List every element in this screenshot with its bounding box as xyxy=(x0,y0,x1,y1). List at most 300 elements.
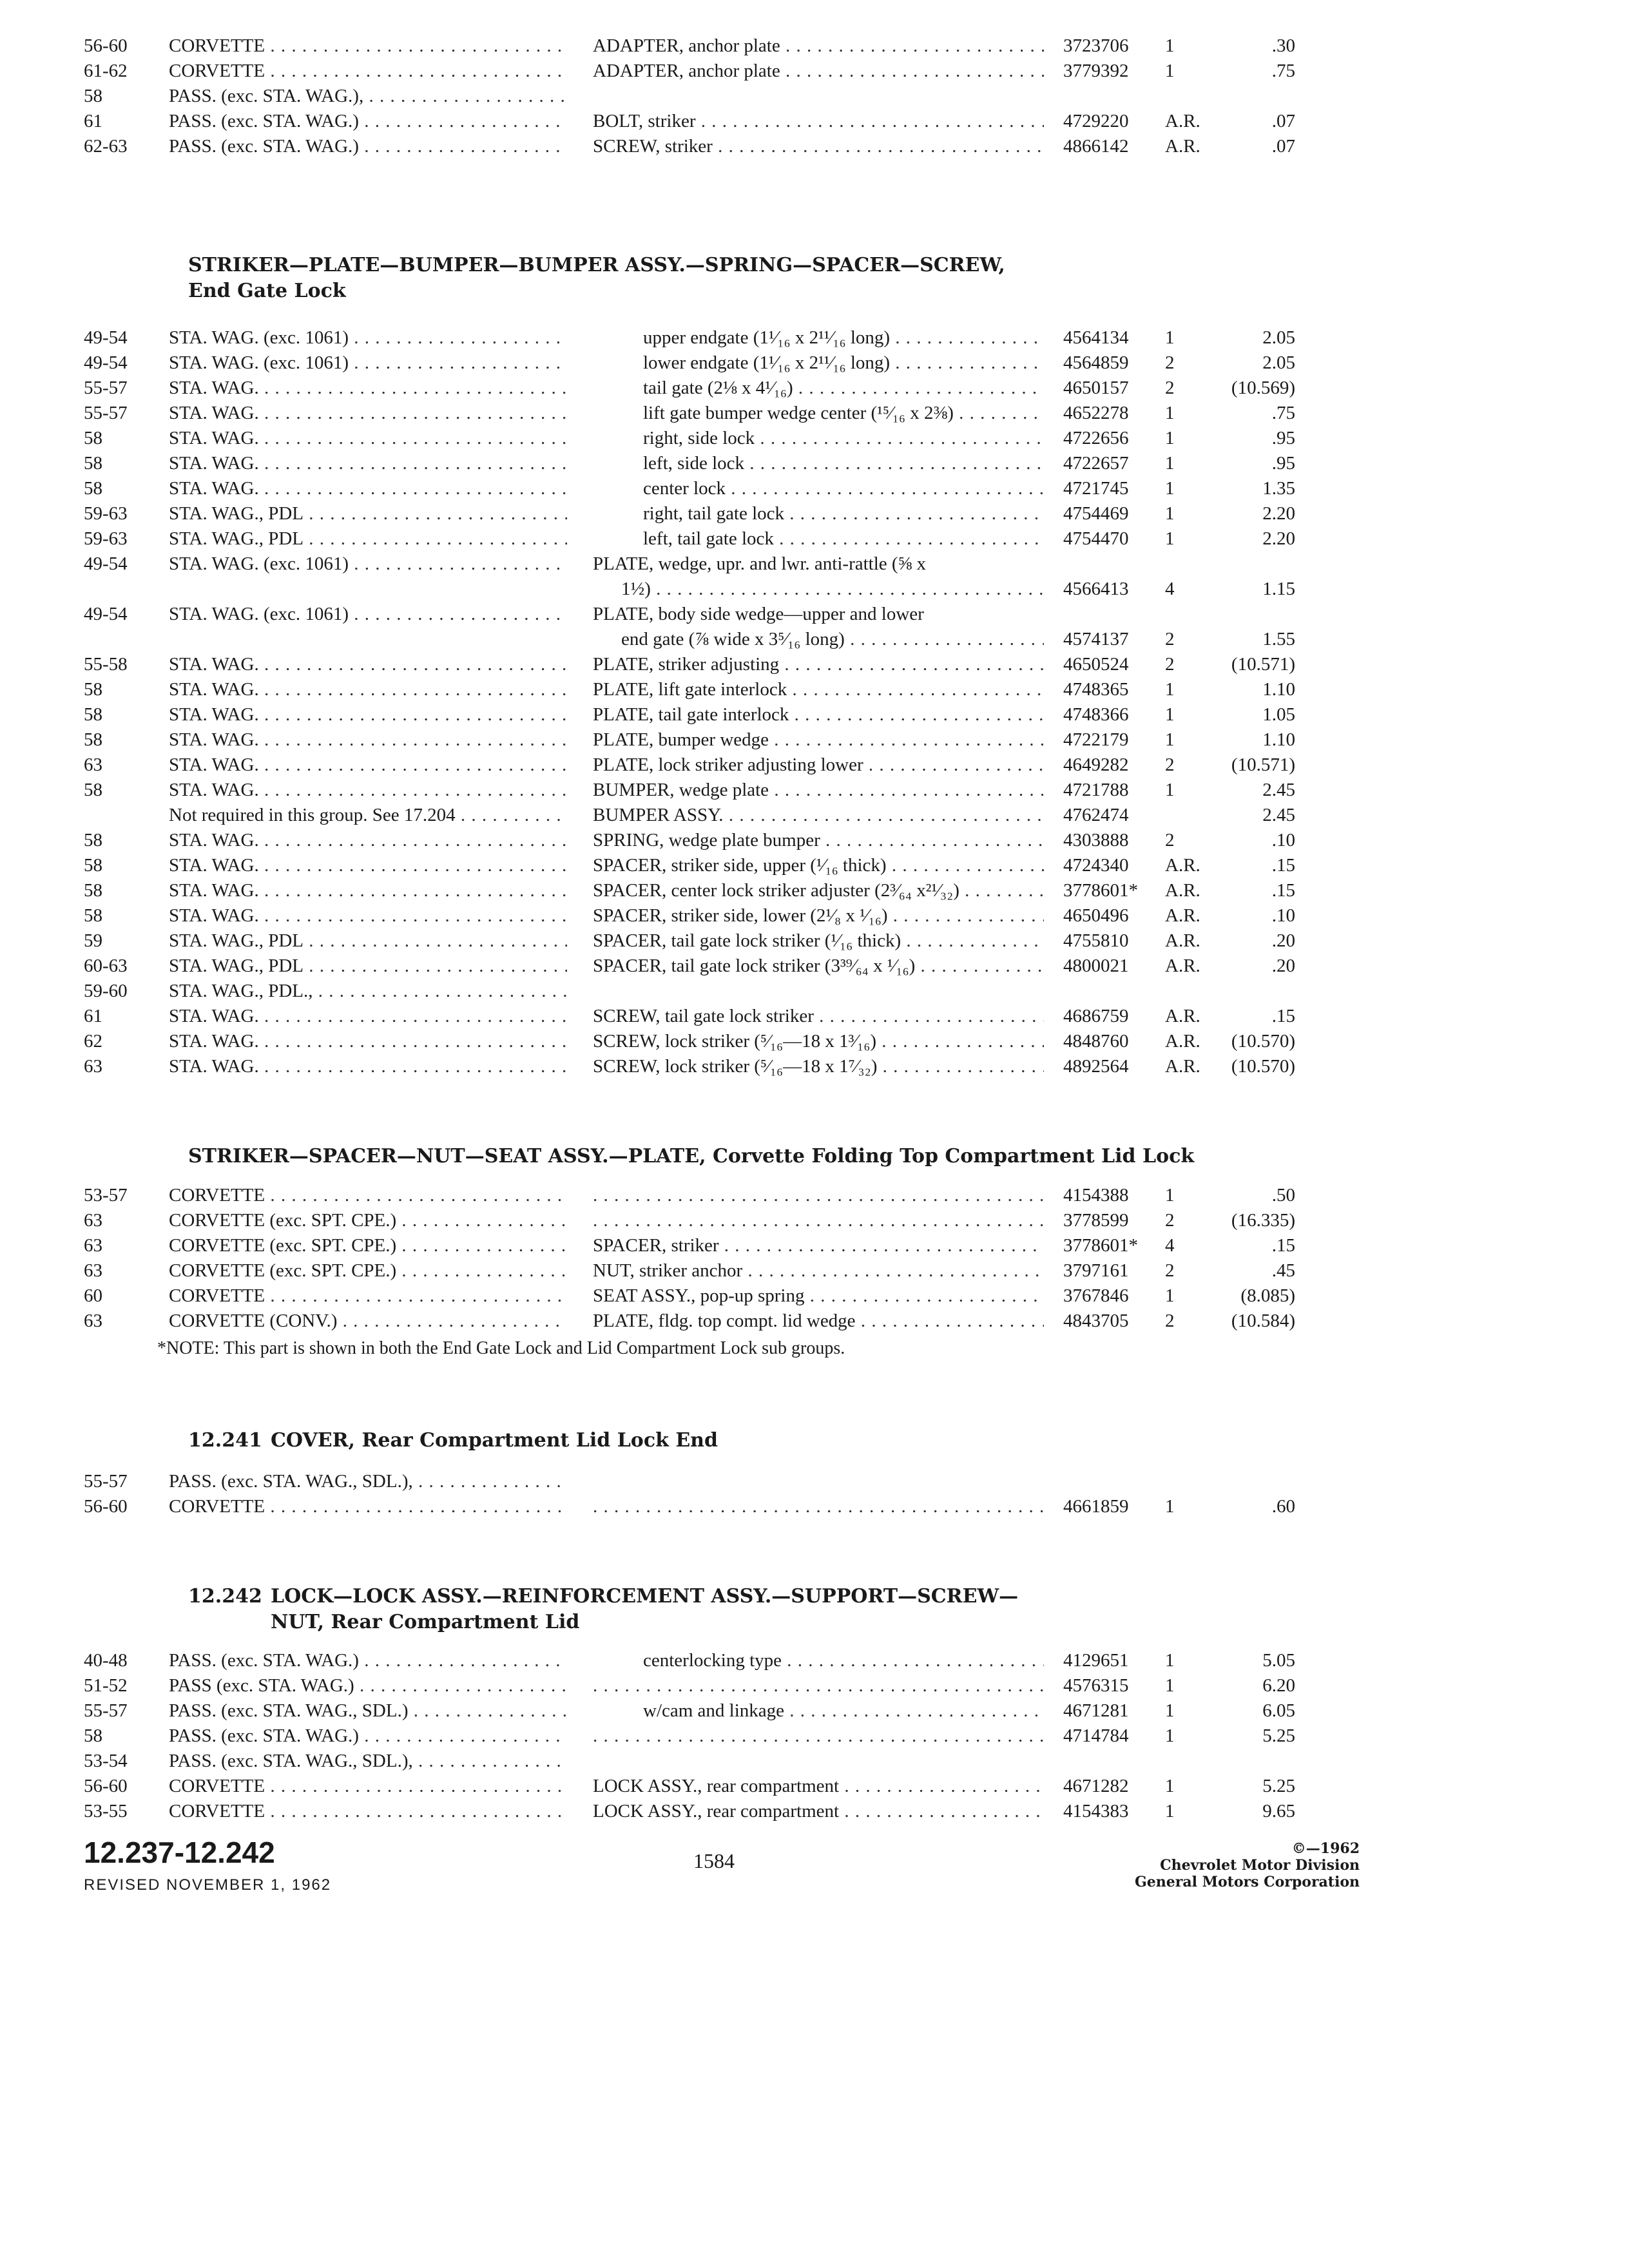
model-text: STA. WAG. (exc. 1061) . . . xyxy=(169,553,567,574)
model-text: CORVETTE . . . xyxy=(169,1801,567,1821)
year-range: 56-60 xyxy=(84,1776,128,1796)
table-row xyxy=(0,727,1629,753)
description-cell xyxy=(643,325,1044,351)
model-text: STA. WAG. . . . xyxy=(169,880,567,901)
model-cell xyxy=(169,1029,567,1054)
model-cell xyxy=(169,401,567,426)
quantity: 2 xyxy=(1165,352,1175,373)
description-text: PLATE, lift gate interlock . . . xyxy=(593,679,1044,700)
part-number: 4129651 xyxy=(1063,1650,1129,1671)
model-text: STA. WAG., PDL., . . . xyxy=(169,981,567,1001)
copyright: ©—1962 xyxy=(1291,1840,1360,1857)
description-cell xyxy=(593,34,1044,59)
price: 2.45 xyxy=(1262,780,1295,800)
quantity: 2 xyxy=(1165,629,1175,649)
model-cell xyxy=(169,34,567,59)
quantity: 2 xyxy=(1165,378,1175,398)
corvette-lid-heading xyxy=(188,1144,1348,1169)
section-number: 12.242 xyxy=(188,1585,262,1608)
lock-heading xyxy=(188,1584,1348,1635)
model-text: PASS. (exc. STA. WAG.) . . . xyxy=(169,111,567,131)
model-cell xyxy=(169,652,567,677)
price: .20 xyxy=(1271,956,1295,976)
price: .20 xyxy=(1271,930,1295,951)
description-text: BUMPER, wedge plate . . . xyxy=(593,780,1044,800)
year-range: 58 xyxy=(84,478,102,499)
description-text: PLATE, fldg. top compt. lid wedge . . . xyxy=(593,1311,1044,1331)
description-text: SPACER, striker side, upper (¹⁄₁₆ thick) . . . xyxy=(593,855,1044,876)
description-cell xyxy=(643,1648,1044,1673)
quantity: 1 xyxy=(1165,729,1175,750)
model-cell xyxy=(169,1283,567,1309)
year-range: 59-63 xyxy=(84,528,128,549)
model-cell xyxy=(169,853,567,878)
price: (16.335) xyxy=(1231,1210,1295,1231)
description-cell xyxy=(643,476,1044,501)
end-gate-heading-line1: STRIKER—PLATE—BUMPER—BUMPER ASSY.—SPRING—SPACER—SCREW, xyxy=(188,254,1005,276)
part-number: 4649282 xyxy=(1063,754,1129,775)
model-text: STA. WAG. . . . xyxy=(169,1006,567,1026)
year-range: 63 xyxy=(84,1235,102,1256)
description-text: PLATE, bumper wedge . . . xyxy=(593,729,1044,750)
model-cell xyxy=(169,451,567,476)
model-text: PASS. (exc. STA. WAG., SDL.) . . . xyxy=(169,1700,567,1721)
model-text: PASS (exc. STA. WAG.) . . . xyxy=(169,1675,567,1696)
description-text: SPACER, center lock striker adjuster (2³⁄₆₄ x²¹⁄₃₂) . . . xyxy=(593,880,1044,901)
description-cell xyxy=(593,1799,1044,1824)
model-text: CORVETTE . . . xyxy=(169,35,567,56)
part-number: 4650496 xyxy=(1063,905,1129,926)
quantity: A.R. xyxy=(1165,1006,1200,1026)
end-gate-heading-line2: End Gate Lock xyxy=(188,280,346,302)
table-row xyxy=(0,451,1629,476)
year-range: 60-63 xyxy=(84,956,128,976)
price: (8.085) xyxy=(1240,1285,1295,1306)
quantity: 1 xyxy=(1165,403,1175,423)
price: 1.10 xyxy=(1262,729,1295,750)
table-row xyxy=(0,677,1629,702)
description-text: BUMPER ASSY. . . . xyxy=(593,805,1044,825)
table-row xyxy=(0,59,1629,84)
part-number: 4866142 xyxy=(1063,136,1129,157)
model-text: STA. WAG. . . . xyxy=(169,855,567,876)
quantity: 2 xyxy=(1165,654,1175,675)
price: .95 xyxy=(1271,453,1295,474)
model-text: STA. WAG. . . . xyxy=(169,1056,567,1077)
table-row xyxy=(0,1698,1629,1724)
model-cell xyxy=(169,1469,567,1494)
description-line2-text: end gate (⅞ wide x 3⁵⁄₁₆ long) . . . xyxy=(621,629,1044,649)
model-text: STA. WAG. . . . xyxy=(169,704,567,725)
price: 2.20 xyxy=(1262,528,1295,549)
model-cell xyxy=(169,828,567,853)
price: .45 xyxy=(1271,1260,1295,1281)
year-range: 58 xyxy=(84,855,102,876)
description-cell xyxy=(593,903,1044,928)
model-cell xyxy=(169,1648,567,1673)
model-text: STA. WAG. . . . xyxy=(169,830,567,850)
publisher-block xyxy=(1095,1840,1360,1890)
quantity: 1 xyxy=(1165,61,1175,81)
quantity: 1 xyxy=(1165,503,1175,524)
description-text xyxy=(593,1675,1044,1696)
table-row xyxy=(0,602,1629,652)
year-range: 63 xyxy=(84,1260,102,1281)
year-range: 58 xyxy=(84,729,102,750)
year-range: 49-54 xyxy=(84,327,128,348)
price: 5.25 xyxy=(1262,1725,1295,1746)
description-cell xyxy=(593,1494,1044,1519)
model-cell xyxy=(169,376,567,401)
model-text: CORVETTE (exc. SPT. CPE.) . . . xyxy=(169,1210,567,1231)
table-row xyxy=(0,501,1629,526)
model-text: STA. WAG., PDL . . . xyxy=(169,930,567,951)
quantity: A.R. xyxy=(1165,930,1200,951)
model-cell xyxy=(169,702,567,727)
description-line2-text: 1½) . . . xyxy=(621,579,1044,599)
description-cell xyxy=(643,501,1044,526)
description-text: SCREW, striker . . . xyxy=(593,136,1044,157)
price: 6.20 xyxy=(1262,1675,1295,1696)
price: .15 xyxy=(1271,855,1295,876)
part-number: 3779392 xyxy=(1063,61,1129,81)
model-cell xyxy=(169,602,567,627)
table-row xyxy=(0,853,1629,878)
description-text: left, tail gate lock . . . xyxy=(643,528,1044,549)
description-cell xyxy=(593,1283,1044,1309)
year-range: 59 xyxy=(84,930,102,951)
part-number: 3723706 xyxy=(1063,35,1129,56)
table-row xyxy=(0,1054,1629,1079)
description-text: right, tail gate lock . . . xyxy=(643,503,1044,524)
quantity: 2 xyxy=(1165,1210,1175,1231)
quantity: 1 xyxy=(1165,1700,1175,1721)
model-cell xyxy=(169,1233,567,1258)
price: .75 xyxy=(1271,403,1295,423)
quantity: 1 xyxy=(1165,428,1175,448)
part-number: 4722179 xyxy=(1063,729,1129,750)
quantity: 1 xyxy=(1165,1725,1175,1746)
table-row xyxy=(0,1673,1629,1698)
quantity: A.R. xyxy=(1165,956,1200,976)
model-text: STA. WAG. . . . xyxy=(169,403,567,423)
part-number: 4721745 xyxy=(1063,478,1129,499)
table-row xyxy=(0,84,1629,109)
description-cell xyxy=(593,878,1044,903)
description-text: SPACER, tail gate lock striker (¹⁄₁₆ thick) . . . xyxy=(593,930,1044,951)
year-range: 55-57 xyxy=(84,1471,128,1492)
section-range: 12.237-12.242 xyxy=(84,1836,275,1869)
part-number: 4576315 xyxy=(1063,1675,1129,1696)
year-range: 61-62 xyxy=(84,61,128,81)
end-gate-heading xyxy=(188,253,1348,304)
model-cell xyxy=(169,903,567,928)
model-cell xyxy=(169,109,567,134)
model-text: STA. WAG. . . . xyxy=(169,754,567,775)
part-number: 4892564 xyxy=(1063,1056,1129,1077)
price: .95 xyxy=(1271,428,1295,448)
section-number: 12.241 xyxy=(188,1429,262,1452)
model-text: STA. WAG. . . . xyxy=(169,780,567,800)
price: .10 xyxy=(1271,905,1295,926)
model-text: STA. WAG. . . . xyxy=(169,905,567,926)
description-text: centerlocking type . . . xyxy=(643,1650,1044,1671)
table-row xyxy=(0,803,1629,828)
description-cell xyxy=(593,828,1044,853)
price: 1.15 xyxy=(1262,579,1295,599)
price: .60 xyxy=(1271,1496,1295,1517)
description-cell xyxy=(593,1673,1044,1698)
year-range: 58 xyxy=(84,679,102,700)
model-text: CORVETTE . . . xyxy=(169,1496,567,1517)
model-text: CORVETTE . . . xyxy=(169,1185,567,1206)
year-range: 53-54 xyxy=(84,1751,128,1771)
price: 2.45 xyxy=(1262,805,1295,825)
table-row xyxy=(0,1233,1629,1258)
quantity: 1 xyxy=(1165,1285,1175,1306)
description-text: PLATE, lock striker adjusting lower . . . xyxy=(593,754,1044,775)
model-cell xyxy=(169,727,567,753)
price: 6.05 xyxy=(1262,1700,1295,1721)
table-row xyxy=(0,1774,1629,1799)
model-cell xyxy=(169,1673,567,1698)
year-range: 58 xyxy=(84,453,102,474)
year-range: 55-57 xyxy=(84,1700,128,1721)
part-number: 4154383 xyxy=(1063,1801,1129,1821)
year-range: 60 xyxy=(84,1285,102,1306)
year-range: 49-54 xyxy=(84,352,128,373)
description-cell xyxy=(643,1698,1044,1724)
table-row xyxy=(0,753,1629,778)
year-range: 40-48 xyxy=(84,1650,128,1671)
model-text: STA. WAG., PDL . . . xyxy=(169,956,567,976)
model-text: CORVETTE (exc. SPT. CPE.) . . . xyxy=(169,1260,567,1281)
table-row xyxy=(0,426,1629,451)
description-text: LOCK ASSY., rear compartment . . . xyxy=(593,1776,1044,1796)
model-cell xyxy=(169,1494,567,1519)
price: 2.20 xyxy=(1262,503,1295,524)
description-text: SCREW, tail gate lock striker . . . xyxy=(593,1006,1044,1026)
model-text: STA. WAG. . . . xyxy=(169,729,567,750)
model-cell xyxy=(169,1698,567,1724)
price: 1.10 xyxy=(1262,679,1295,700)
part-number: 4722657 xyxy=(1063,453,1129,474)
year-range: 61 xyxy=(84,111,102,131)
table-row xyxy=(0,652,1629,677)
description-line1: PLATE, body side wedge—upper and lower xyxy=(593,604,924,624)
description-cell xyxy=(593,803,1044,828)
year-range: 59-63 xyxy=(84,503,128,524)
table-row xyxy=(0,1258,1629,1283)
description-line2 xyxy=(593,577,1044,602)
table-row xyxy=(0,401,1629,426)
model-text: STA. WAG. . . . xyxy=(169,453,567,474)
price: 2.05 xyxy=(1262,352,1295,373)
quantity: 1 xyxy=(1165,528,1175,549)
description-text xyxy=(593,1210,1044,1231)
model-text: PASS. (exc. STA. WAG.) . . . xyxy=(169,136,567,157)
description-text: ADAPTER, anchor plate . . . xyxy=(593,35,1044,56)
model-text: CORVETTE . . . xyxy=(169,1285,567,1306)
year-range: 63 xyxy=(84,1056,102,1077)
description-text: LOCK ASSY., rear compartment . . . xyxy=(593,1801,1044,1821)
end-gate-table xyxy=(0,325,1629,1079)
model-cell xyxy=(169,778,567,803)
revision-date: REVISED NOVEMBER 1, 1962 xyxy=(84,1876,332,1894)
quantity: 2 xyxy=(1165,1311,1175,1331)
model-cell xyxy=(169,351,567,376)
description-cell xyxy=(593,602,1044,652)
model-text: Not required in this group. See 17.204 . . . xyxy=(169,805,567,825)
model-cell xyxy=(169,1774,567,1799)
description-text: PLATE, tail gate interlock . . . xyxy=(593,704,1044,725)
model-cell xyxy=(169,1258,567,1283)
year-range: 56-60 xyxy=(84,35,128,56)
description-text: BOLT, striker . . . xyxy=(593,111,1044,131)
striker-top-table xyxy=(0,34,1629,159)
description-cell xyxy=(593,1004,1044,1029)
quantity: 1 xyxy=(1165,1776,1175,1796)
description-cell xyxy=(643,526,1044,552)
model-cell xyxy=(169,753,567,778)
description-cell xyxy=(643,451,1044,476)
table-row xyxy=(0,1494,1629,1519)
model-cell xyxy=(169,1799,567,1824)
part-number: 4754470 xyxy=(1063,528,1129,549)
description-text: lift gate bumper wedge center (¹⁵⁄₁₆ x 2⅜) . . . xyxy=(643,403,1044,423)
description-text xyxy=(593,1725,1044,1746)
model-text: PASS. (exc. STA. WAG.) . . . xyxy=(169,1725,567,1746)
quantity: A.R. xyxy=(1165,1031,1200,1052)
part-number: 4754469 xyxy=(1063,503,1129,524)
model-cell xyxy=(169,1004,567,1029)
part-number: 4755810 xyxy=(1063,930,1129,951)
year-range: 56-60 xyxy=(84,1496,128,1517)
part-number: 4729220 xyxy=(1063,111,1129,131)
description-line2 xyxy=(593,627,1044,652)
table-row xyxy=(0,828,1629,853)
model-text: STA. WAG. (exc. 1061) . . . xyxy=(169,327,567,348)
quantity: A.R. xyxy=(1165,880,1200,901)
model-cell xyxy=(169,677,567,702)
description-text: SCREW, lock striker (⁵⁄₁₆—18 x 1⁷⁄₃₂) . . . xyxy=(593,1056,1044,1077)
price: .30 xyxy=(1271,35,1295,56)
page-number: 1584 xyxy=(693,1849,735,1872)
model-cell xyxy=(169,501,567,526)
part-number: 4714784 xyxy=(1063,1725,1129,1746)
model-cell xyxy=(169,979,567,1004)
description-text: SPACER, striker side, lower (2¹⁄₈ x ¹⁄₁₆) . . . xyxy=(593,905,1044,926)
model-text: STA. WAG. . . . xyxy=(169,679,567,700)
price: .15 xyxy=(1271,880,1295,901)
year-range: 58 xyxy=(84,704,102,725)
quantity: A.R. xyxy=(1165,111,1200,131)
description-cell xyxy=(593,753,1044,778)
description-cell xyxy=(643,426,1044,451)
quantity: 1 xyxy=(1165,1650,1175,1671)
description-cell xyxy=(593,1233,1044,1258)
description-cell xyxy=(593,1724,1044,1749)
model-cell xyxy=(169,134,567,159)
price: (10.571) xyxy=(1231,754,1295,775)
price: (10.584) xyxy=(1231,1311,1295,1331)
year-range: 63 xyxy=(84,754,102,775)
year-range: 49-54 xyxy=(84,604,128,624)
model-text: STA. WAG., PDL . . . xyxy=(169,503,567,524)
year-range: 62 xyxy=(84,1031,102,1052)
table-row xyxy=(0,1648,1629,1673)
table-row xyxy=(0,376,1629,401)
description-cell xyxy=(593,109,1044,134)
description-cell xyxy=(593,727,1044,753)
model-text: PASS. (exc. STA. WAG.) . . . xyxy=(169,1650,567,1671)
quantity: A.R. xyxy=(1165,1056,1200,1077)
description-cell xyxy=(593,1029,1044,1054)
part-number: 4762474 xyxy=(1063,805,1129,825)
year-range: 53-55 xyxy=(84,1801,128,1821)
part-number: 4848760 xyxy=(1063,1031,1129,1052)
part-number: 4686759 xyxy=(1063,1006,1129,1026)
part-number: 4566413 xyxy=(1063,579,1129,599)
description-text: w/cam and linkage . . . xyxy=(643,1700,1044,1721)
lock-heading-line2: NUT, Rear Compartment Lid xyxy=(271,1611,580,1633)
year-range: 59-60 xyxy=(84,981,128,1001)
price: 1.35 xyxy=(1262,478,1295,499)
price: .07 xyxy=(1271,111,1295,131)
model-cell xyxy=(169,1724,567,1749)
model-text: PASS. (exc. STA. WAG., SDL.), . . . xyxy=(169,1751,567,1771)
year-range: 62-63 xyxy=(84,136,128,157)
description-cell xyxy=(593,1258,1044,1283)
table-row xyxy=(0,476,1629,501)
model-cell xyxy=(169,476,567,501)
table-row xyxy=(0,552,1629,602)
quantity: 1 xyxy=(1165,1496,1175,1517)
model-cell xyxy=(169,1309,567,1334)
price: .75 xyxy=(1271,61,1295,81)
quantity: 1 xyxy=(1165,704,1175,725)
quantity: 2 xyxy=(1165,754,1175,775)
description-text: ADAPTER, anchor plate . . . xyxy=(593,61,1044,81)
quantity: 1 xyxy=(1165,478,1175,499)
description-text: right, side lock . . . xyxy=(643,428,1044,448)
model-cell xyxy=(169,803,567,828)
table-row xyxy=(0,1208,1629,1233)
model-text: STA. WAG. . . . xyxy=(169,1031,567,1052)
description-cell xyxy=(593,134,1044,159)
description-cell xyxy=(643,376,1044,401)
shared-part-note: *NOTE: This part is shown in both the End Gate Lock and Lid Compartment Lock sub groups. xyxy=(157,1338,845,1358)
quantity: 1 xyxy=(1165,1801,1175,1821)
year-range: 58 xyxy=(84,1725,102,1746)
part-number: 3778599 xyxy=(1063,1210,1129,1231)
quantity: 4 xyxy=(1165,579,1175,599)
model-text: CORVETTE . . . xyxy=(169,61,567,81)
price: 2.05 xyxy=(1262,327,1295,348)
quantity: 1 xyxy=(1165,35,1175,56)
model-text: STA. WAG. (exc. 1061) . . . xyxy=(169,352,567,373)
description-cell xyxy=(593,954,1044,979)
description-cell xyxy=(593,853,1044,878)
division: Chevrolet Motor Division xyxy=(1160,1857,1360,1874)
description-cell xyxy=(593,702,1044,727)
part-number: 4574137 xyxy=(1063,629,1129,649)
year-range: 55-58 xyxy=(84,654,128,675)
description-cell xyxy=(593,677,1044,702)
description-text xyxy=(593,1185,1044,1206)
model-cell xyxy=(169,552,567,577)
quantity: A.R. xyxy=(1165,905,1200,926)
